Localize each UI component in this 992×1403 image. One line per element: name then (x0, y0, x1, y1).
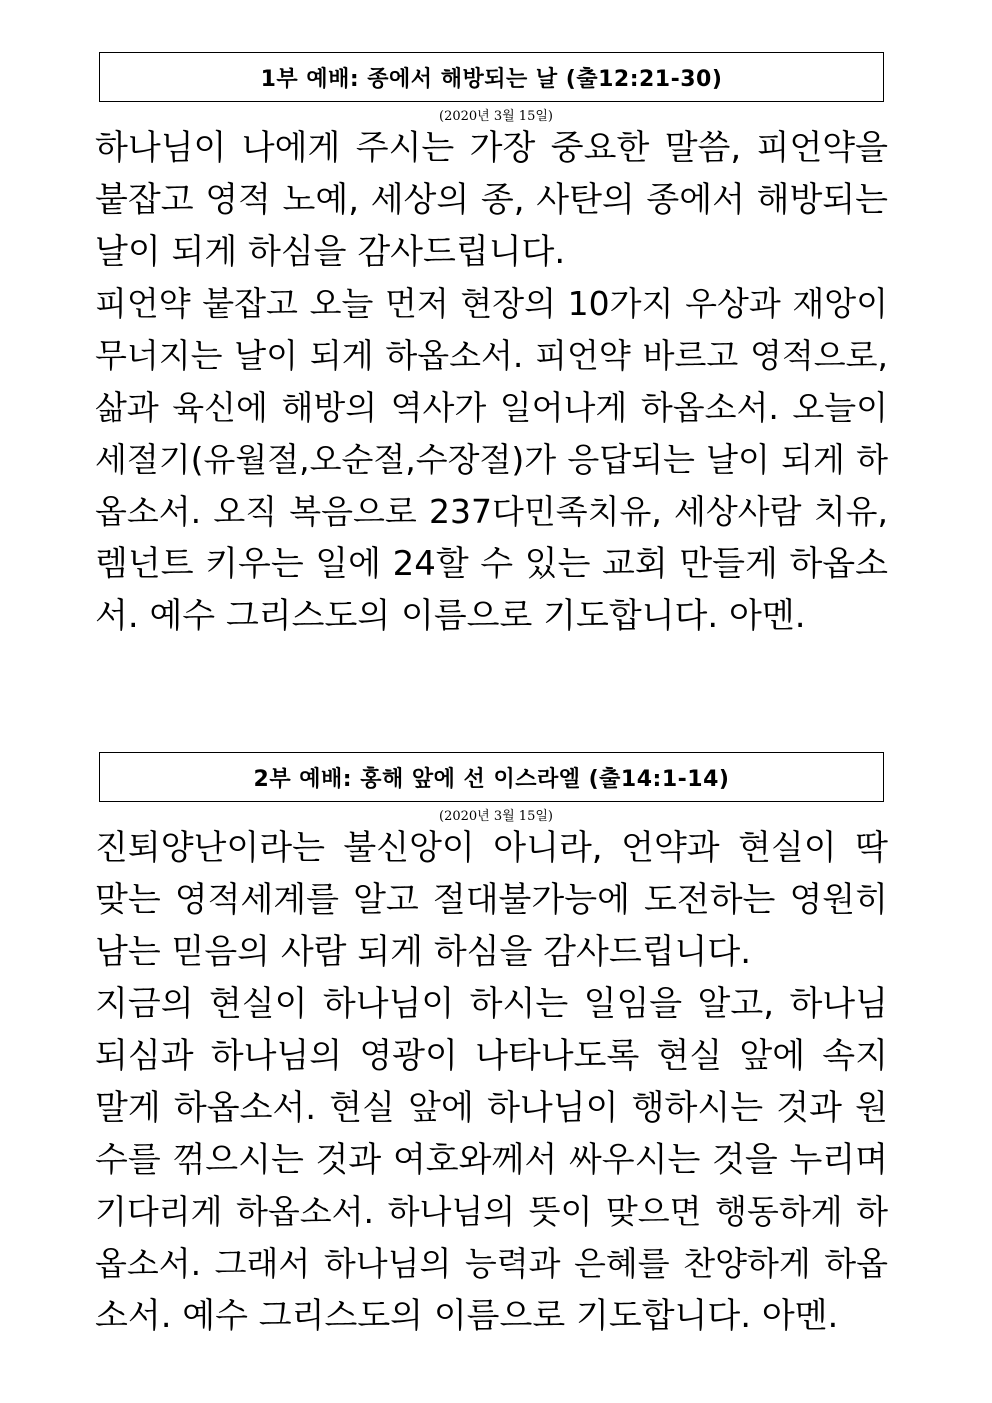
prayer-line: 서. 예수 그리스도의 이름으로 기도합니다. 아멘. (95, 596, 806, 636)
prayer-line: 피언약 붙잡고 오늘 먼저 현장의 10가지 우상과 재앙이 (95, 284, 888, 323)
prayer-line: 하나님이 나에게 주시는 가장 중요한 말씀, 피언약을 (95, 128, 888, 168)
prayer-line: 옵소서. 오직 복음으로 237다민족치유, 세상사람 치유, (95, 492, 888, 531)
prayer-line: 되심과 하나님의 영광이 나타나도록 현실 앞에 속지 (95, 1036, 888, 1076)
prayer-line: 무너지는 날이 되게 하옵소서. 피언약 바르고 영적으로, (95, 336, 888, 375)
prayer-line: 지금의 현실이 하나님이 하시는 일임을 알고, 하나님 (95, 984, 888, 1024)
section-date: (2020년 3월 15일) (439, 809, 553, 824)
prayer-line: 렘넌트 키우는 일에 24할 수 있는 교회 만들게 하옵소 (95, 544, 888, 584)
prayer-line: 맞는 영적세계를 알고 절대불가능에 도전하는 영원히 (95, 880, 888, 920)
prayer-line: 기다리게 하옵소서. 하나님의 뜻이 맞으면 행동하게 하 (95, 1192, 888, 1231)
prayer-body (95, 822, 888, 1342)
prayer-body (95, 122, 888, 642)
prayer-line: 붙잡고 영적 노예, 세상의 종, 사탄의 종에서 해방되는 (95, 180, 888, 220)
prayer-line: 세절기(유월절,오순절,수장절)가 응답되는 날이 되게 하 (95, 440, 888, 479)
section-title: 1부 예배: 종에서 해방되는 날 (출12:21-30) (99, 52, 884, 102)
prayer-line: 소서. 예수 그리스도의 이름으로 기도합니다. 아멘. (95, 1296, 839, 1336)
prayer-line: 날이 되게 하심을 감사드립니다. (95, 232, 566, 272)
section-title: 2부 예배: 홍해 앞에 선 이스라엘 (출14:1-14) (99, 752, 884, 802)
prayer-line: 수를 꺾으시는 것과 여호와께서 싸우시는 것을 누리며 (95, 1140, 888, 1180)
prayer-line: 삶과 육신에 해방의 역사가 일어나게 하옵소서. 오늘이 (95, 388, 888, 427)
prayer-line: 옵소서. 그래서 하나님의 능력과 은혜를 찬양하게 하옵 (95, 1244, 888, 1283)
prayer-line: 말게 하옵소서. 현실 앞에 하나님이 행하시는 것과 원 (95, 1088, 888, 1128)
section-date: (2020년 3월 15일) (439, 109, 553, 124)
prayer-line: 남는 믿음의 사람 되게 하심을 감사드립니다. (95, 932, 752, 972)
prayer-line: 진퇴양난이라는 불신앙이 아니라, 언약과 현실이 딱 (95, 828, 888, 868)
